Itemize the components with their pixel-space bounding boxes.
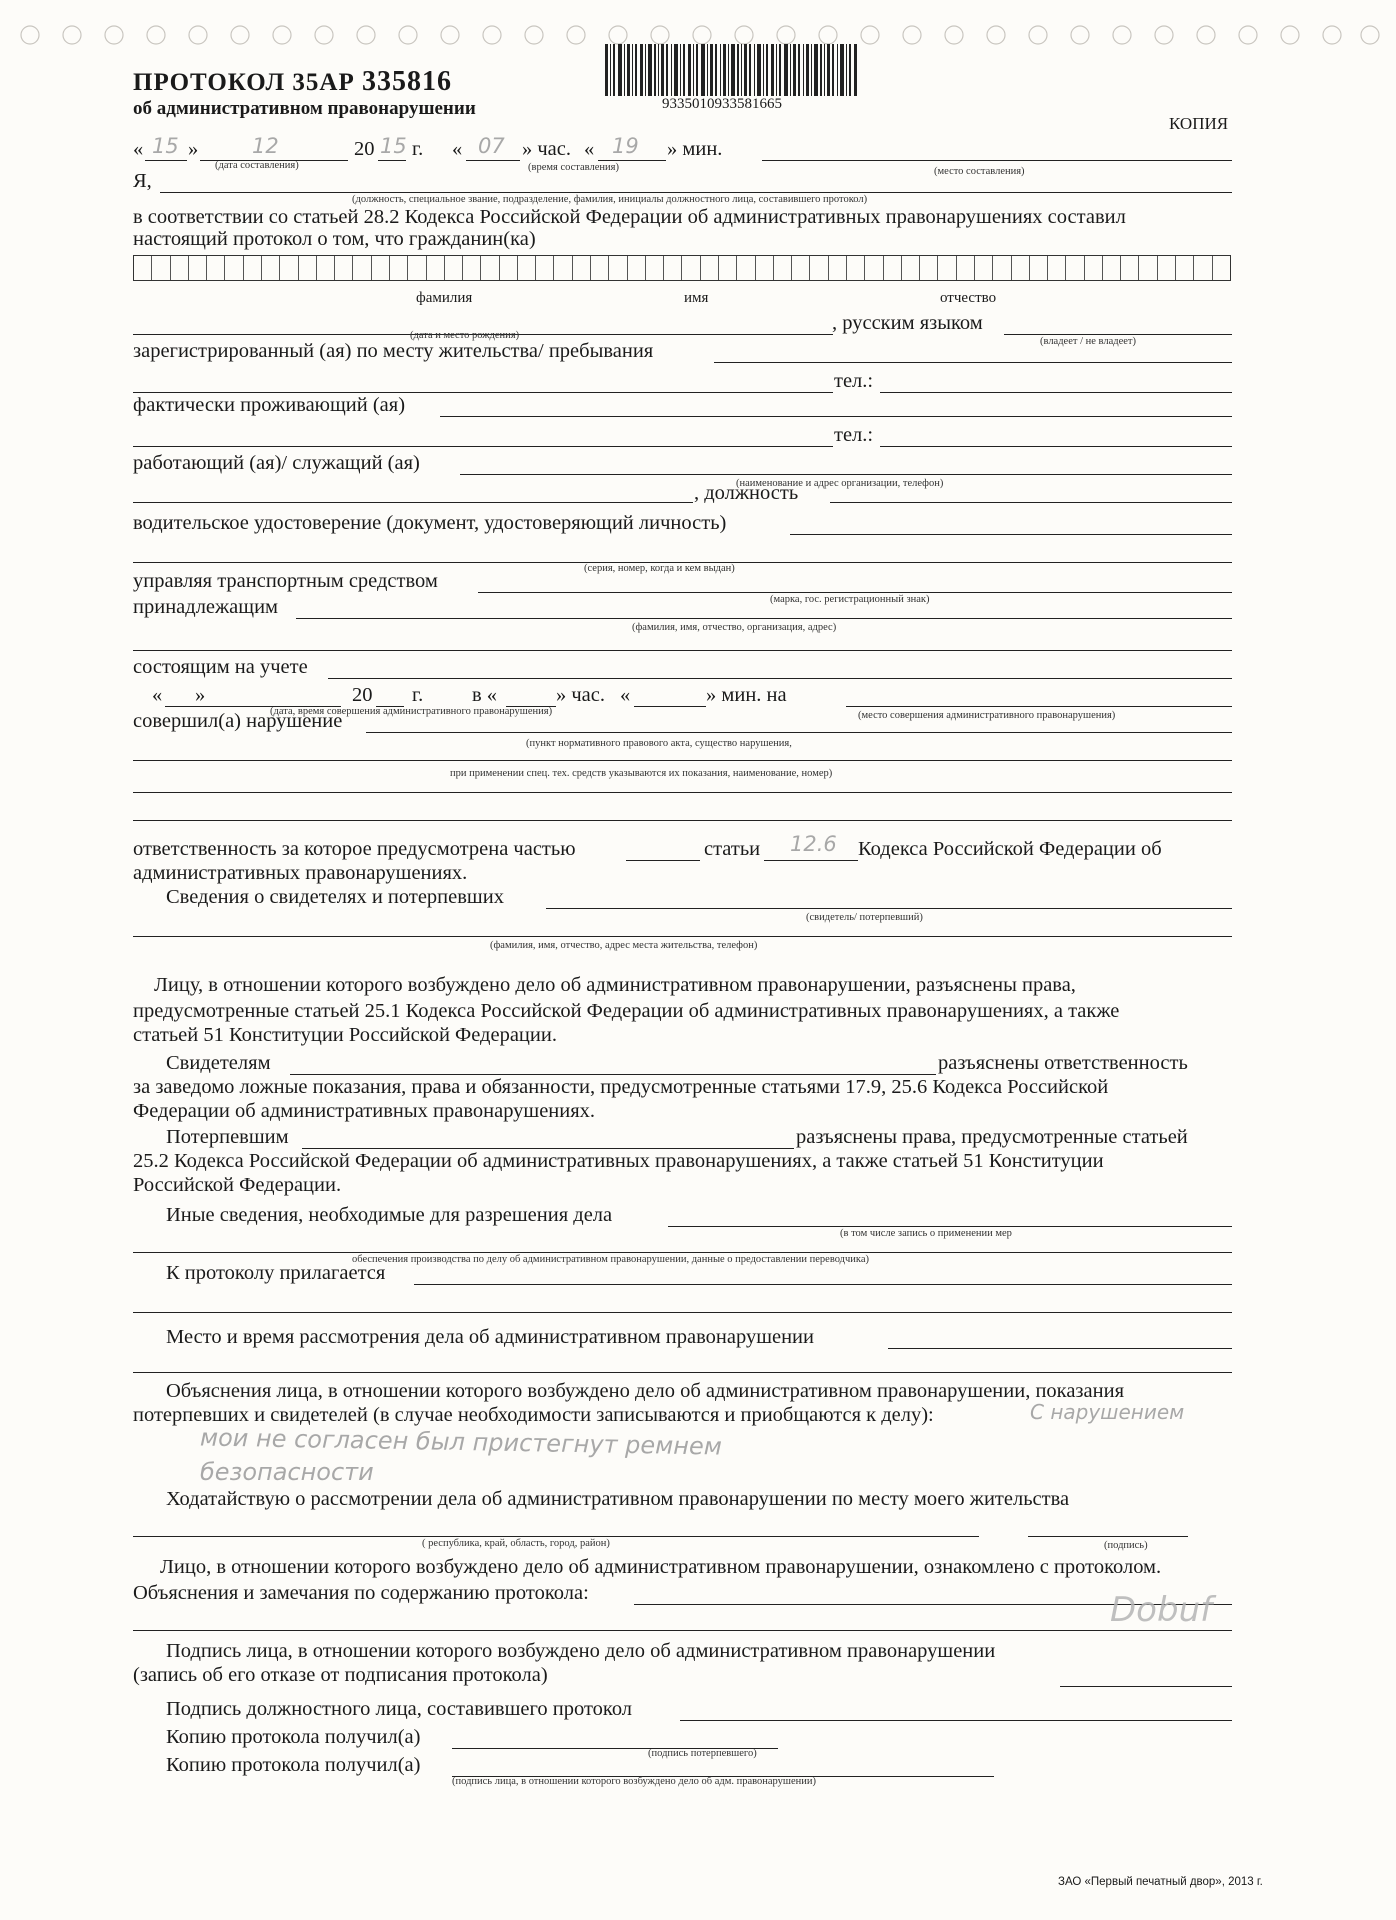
russian-label: , русским языком xyxy=(832,312,983,334)
hour-close: » час. xyxy=(522,138,572,160)
protocol-title xyxy=(133,66,452,98)
other-info-label: Иные сведения, необходимые для разрешения дела xyxy=(166,1204,613,1226)
liability-end: административных правонарушениях. xyxy=(133,862,468,884)
spec-hint: при применении спец. тех. средств указываются их показания, наименование, номер) xyxy=(450,768,833,779)
patronymic-label: отчество xyxy=(940,290,997,306)
tel-label-2: тел.: xyxy=(834,424,874,446)
license-hint: (серия, номер, когда и кем выдан) xyxy=(584,563,735,574)
hw-hour: 07 xyxy=(478,134,505,158)
owner-label: принадлежащим xyxy=(133,596,279,618)
year2-prefix: 20 xyxy=(352,684,373,706)
intro-line2: настоящий протокол о том, что гражданин(ка) xyxy=(133,228,536,250)
victims-line4: Российской Федерации. xyxy=(133,1174,342,1196)
hw-explanation-3: безопасности xyxy=(200,1458,374,1486)
hour2-close: » час. xyxy=(556,684,606,706)
barcode-number: 9335010933581665 xyxy=(662,96,782,112)
place-time-label: Место и время рассмотрения дела об административном правонарушении xyxy=(166,1326,815,1348)
witnesses-explained-2: разъяснены ответственность xyxy=(938,1052,1188,1074)
year2-suffix: г. xyxy=(412,684,424,706)
hw-year: 15 xyxy=(380,134,407,158)
hw-article: 12.6 xyxy=(790,832,837,856)
sign-person-line2: (запись об его отказе от подписания протокола) xyxy=(133,1664,548,1686)
date-hint: (дата составления) xyxy=(215,160,299,171)
signature-hint: (подпись) xyxy=(1104,1540,1148,1551)
rights-line2: предусмотренные статьей 25.1 Кодекса Российской Федерации об административных правонарушениях, а также xyxy=(133,1000,1120,1022)
fio-hint: (фамилия, имя, отчество, адрес места жительства, телефон) xyxy=(490,940,758,951)
liability-code: Кодекса Российской Федерации об xyxy=(858,838,1162,860)
registered-label: зарегистрированный (ая) по месту жительства/ пребывания xyxy=(133,340,654,362)
barcode xyxy=(605,44,860,96)
place2-hint: (место совершения административного правонарушения) xyxy=(858,710,1116,721)
liability-article: статьи xyxy=(704,838,761,860)
min-close: » мин. xyxy=(667,138,723,160)
copy-label: КОПИЯ xyxy=(1169,114,1229,133)
date-open: « xyxy=(133,138,144,160)
liability-part: ответственность за которое предусмотрена частью xyxy=(133,838,576,860)
hw-signature: Dobuf xyxy=(1110,1590,1213,1630)
hw-month: 12 xyxy=(252,134,279,158)
victims-explained-2: разъяснены права, предусмотренные статьей xyxy=(796,1126,1188,1148)
ya-label: Я, xyxy=(133,170,152,192)
rights-line1: Лицу, в отношении которого возбуждено дело об административном правонарушении, разъяснены права, xyxy=(154,974,1076,996)
birth-hint: (дата и место рождения) xyxy=(410,330,520,341)
hw-minute: 19 xyxy=(612,134,639,158)
date2-close: » xyxy=(195,684,206,706)
working-label: работающий (ая)/ служащий (ая) xyxy=(133,452,420,474)
surname-label: фамилия xyxy=(416,290,473,306)
owner-hint: (фамилия, имя, отчество, организация, адрес) xyxy=(632,622,837,633)
living-label: фактически проживающий (ая) xyxy=(133,394,406,416)
rights-line3: статьей 51 Конституции Российской Федерации. xyxy=(133,1024,557,1046)
familiar-label: Лицо, в отношении которого возбуждено дело об административном правонарушении, ознакомлено с протоколом. xyxy=(160,1556,1162,1578)
min2-open: « xyxy=(620,684,631,706)
protocol-series: ПРОТОКОЛ 35АР xyxy=(133,69,355,96)
hour-open: « xyxy=(452,138,463,160)
min2-close: » мин. на xyxy=(706,684,787,706)
protocol-number: 335816 xyxy=(361,66,452,97)
in-label: в « xyxy=(472,684,498,706)
year-suffix: г. xyxy=(412,138,424,160)
copy1-hint: (подпись потерпевшего) xyxy=(648,1748,757,1759)
witnesses-label: Сведения о свидетелях и потерпевших xyxy=(166,886,504,908)
place-hint: (место составления) xyxy=(934,166,1025,177)
explanation-line1: Объяснения лица, в отношении которого возбуждено дело об административном правонарушении, показания xyxy=(166,1380,1124,1402)
hw-explanation-2: мои не согласен был пристегнут ремнем xyxy=(199,1423,723,1461)
witness-hint: (свидетель/ потерпевший) xyxy=(806,912,923,923)
witnesses-line4: Федерации об административных правонарушениях. xyxy=(133,1100,596,1122)
position-label: , должность xyxy=(694,482,799,504)
org-hint: (наименование и адрес организации, телефон) xyxy=(736,478,944,489)
license-label: водительское удостоверение (документ, удостоверяющий личность) xyxy=(133,512,727,534)
date-close: » xyxy=(188,138,199,160)
region-hint: ( республика, край, область, город, район) xyxy=(422,1538,610,1549)
date2-open: « xyxy=(152,684,163,706)
lang-hint: (владеет / не владеет) xyxy=(1040,336,1137,347)
tel-label-1: тел.: xyxy=(834,370,874,392)
protocol-subtitle: об административном правонарушении xyxy=(133,98,476,119)
witnesses-line3: за заведомо ложные показания, права и обязанности, предусмотренные статьями 17.9, 25.6 Кодекса Российской xyxy=(133,1076,1109,1098)
sign-officer-label: Подпись должностного лица, составившего протокол xyxy=(166,1698,633,1720)
sign-person-line1: Подпись лица, в отношении которого возбуждено дело об административном правонарушении xyxy=(166,1640,996,1662)
driving-label: управляя транспортным средством xyxy=(133,570,438,592)
min-open: « xyxy=(584,138,595,160)
petition-label: Ходатайствую о рассмотрении дела об административном правонарушении по месту моего жительства xyxy=(166,1488,1070,1510)
hw-day: 15 xyxy=(152,134,179,158)
copy2-hint: (подпись лица, в отношении которого возбуждено дело об адм. правонарушении) xyxy=(452,1776,817,1787)
explanation-line2: потерпевших и свидетелей (в случае необходимости записываются и приобщаются к делу): xyxy=(133,1404,934,1426)
witnesses-explained: Свидетелям xyxy=(166,1052,271,1074)
name-label: имя xyxy=(684,290,709,306)
registry-label: состоящим на учете xyxy=(133,656,308,678)
other-hint-2: обеспечения производства по делу об административном правонарушении, данные о предоставлении переводчика) xyxy=(352,1254,870,1265)
victims-explained: Потерпевшим xyxy=(166,1126,289,1148)
victims-line3: 25.2 Кодекса Российской Федерации об административных правонарушениях, а также статьей 51 Конституции xyxy=(133,1150,1104,1172)
copy-received-2: Копию протокола получил(а) xyxy=(166,1754,421,1776)
datetime-hint: (дата, время совершения административного правонарушения) xyxy=(270,706,553,717)
committed-label: совершил(а) нарушение xyxy=(133,710,343,732)
vehicle-hint: (марка, гос. регистрационный знак) xyxy=(770,594,930,605)
copy-received-1: Копию протокола получил(а) xyxy=(166,1726,421,1748)
act-hint: (пункт нормативного правового акта, существо нарушения, xyxy=(526,738,792,749)
year-prefix: 20 xyxy=(354,138,375,160)
attached-label: К протоколу прилагается xyxy=(166,1262,386,1284)
intro-line1: в соответствии со статьей 28.2 Кодекса Российской Федерации об административных правонарушениях составил xyxy=(133,206,1126,228)
other-hint: (в том числе запись о применении мер xyxy=(840,1228,1012,1239)
time-hint: (время составления) xyxy=(528,162,619,173)
officer-hint: (должность, специальное звание, подразделение, фамилия, инициалы должностного лица, составившего протокол) xyxy=(352,194,868,205)
printer-footer: ЗАО «Первый печатный двор», 2013 г. xyxy=(1058,1876,1263,1888)
remarks-label: Объяснения и замечания по содержанию протокола: xyxy=(133,1582,589,1604)
hw-explanation-1: С нарушением xyxy=(1030,1400,1185,1424)
name-letter-cells xyxy=(133,255,1231,281)
